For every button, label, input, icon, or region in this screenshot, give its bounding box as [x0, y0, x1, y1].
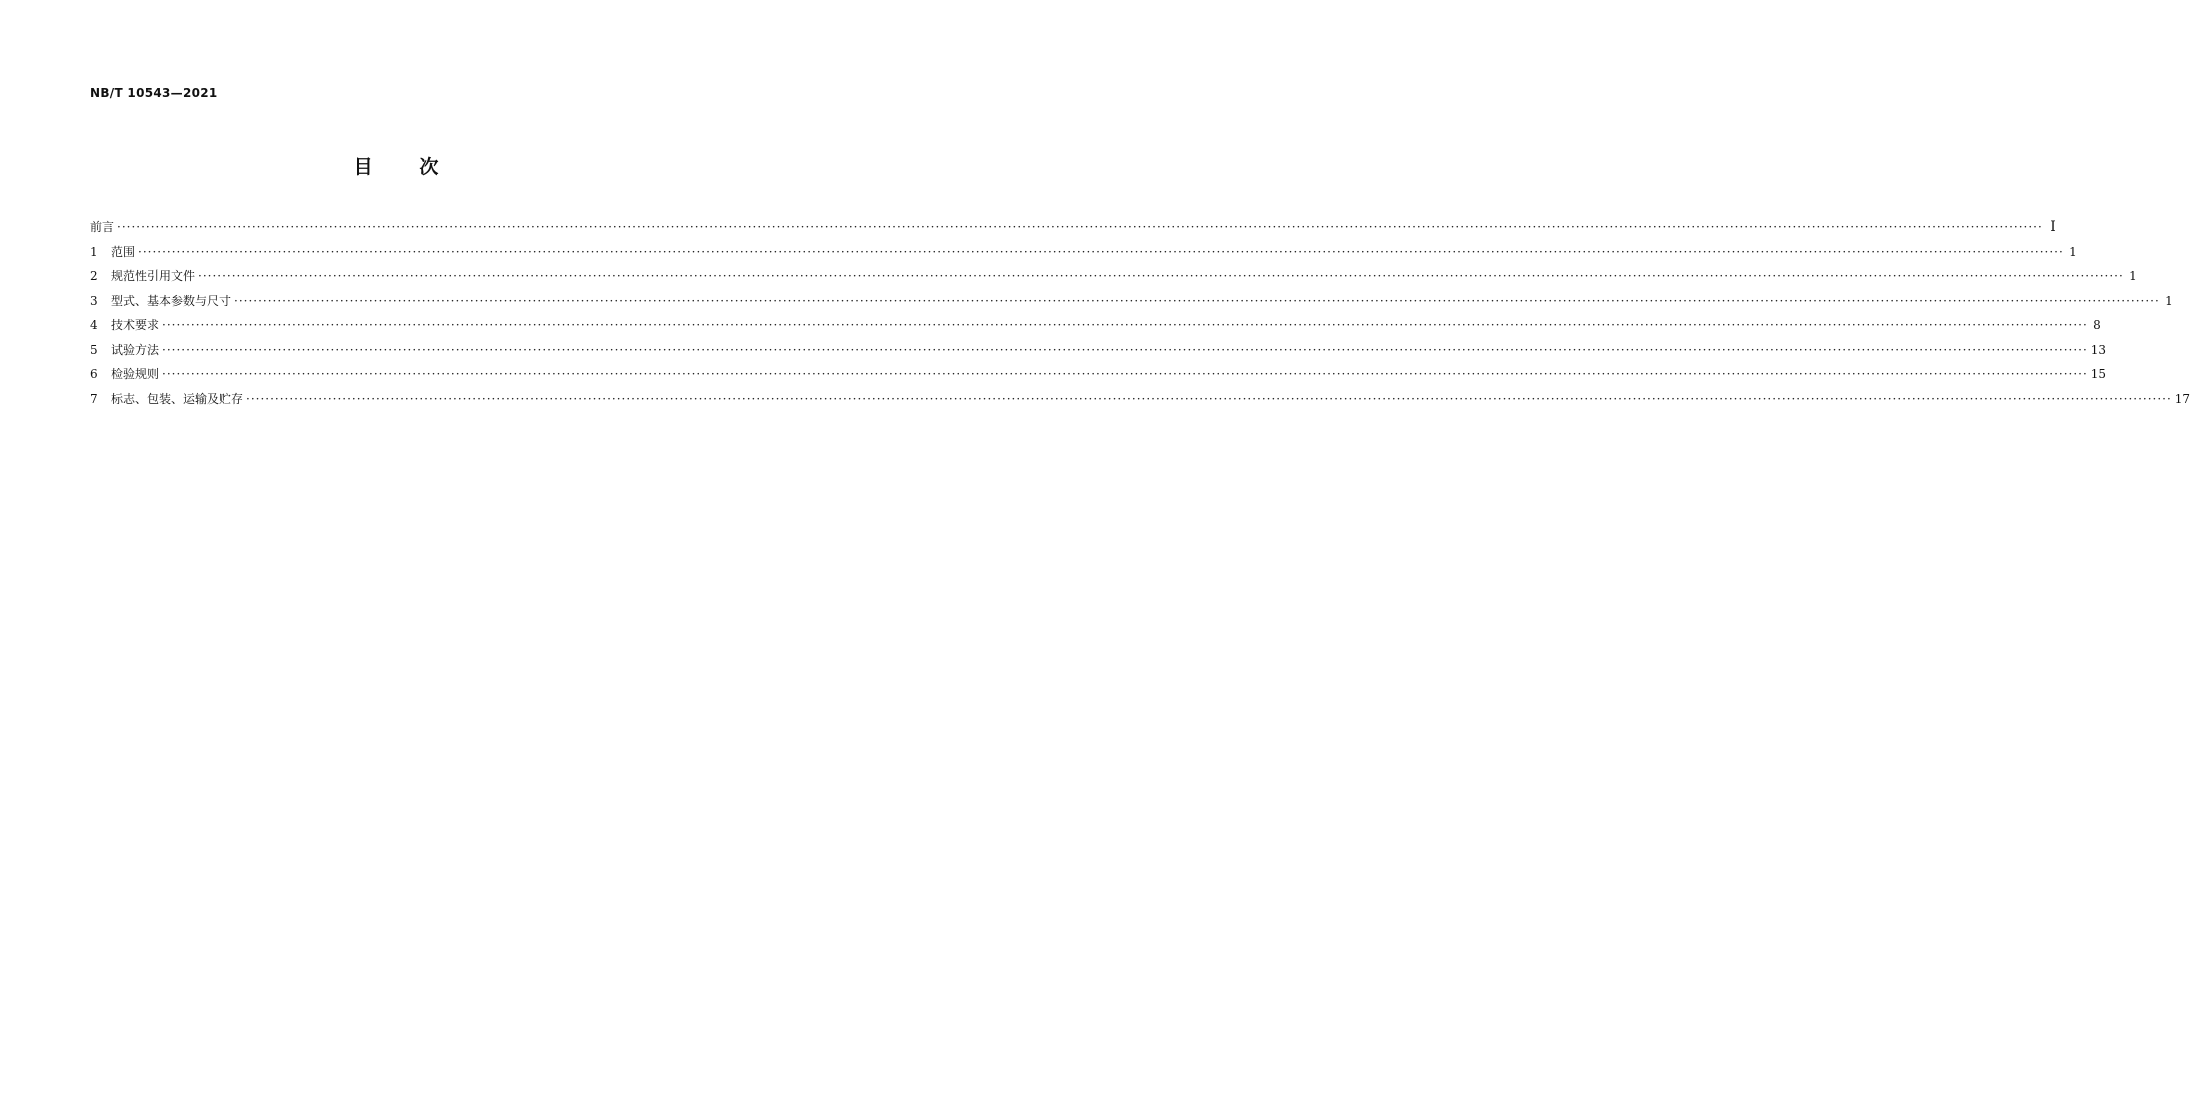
toc-entry-label: 前言 — [90, 220, 115, 234]
toc-entry-scope[interactable] — [90, 243, 2077, 268]
toc-leader-dots: ················································································································································································································································································································································································································ — [117, 220, 2043, 234]
toc-title — [0, 152, 792, 179]
toc-entry-page: 1 — [2165, 293, 2173, 308]
toc-entry-number: 1 — [90, 244, 98, 259]
toc-entry-page: I — [2050, 219, 2056, 235]
table-of-contents — [90, 218, 2190, 414]
toc-entry-technical-requirements[interactable] — [90, 316, 2101, 341]
toc-entry-types-parameters[interactable] — [90, 292, 2173, 317]
toc-entry-page: 8 — [2093, 318, 2101, 332]
toc-title-part2: 次 — [419, 156, 439, 178]
toc-leader-dots: ················································································································································································································································································································································································································ — [162, 342, 2088, 357]
toc-leader-dots: ················································································································································································································································································································································································································ — [234, 293, 2160, 308]
toc-entry-label: 检验规则 — [111, 367, 160, 381]
toc-entry-number: 4 — [90, 318, 98, 332]
toc-entry-test-methods[interactable] — [90, 341, 2107, 366]
standard-code: NB/T 10543—2021 — [90, 86, 218, 100]
toc-entry-label: 技术要求 — [111, 318, 160, 332]
toc-entry-number: 3 — [90, 293, 98, 308]
toc-entry-page: 1 — [2069, 244, 2077, 259]
toc-entry-number: 7 — [90, 391, 98, 406]
toc-entry-label: 试验方法 — [111, 342, 160, 357]
toc-leader-dots: ················································································································································································································································································································································································································ — [246, 391, 2172, 406]
toc-entry-normative-references[interactable] — [90, 267, 2137, 292]
toc-entry-label: 型式、基本参数与尺寸 — [111, 293, 232, 308]
toc-leader-dots: ················································································································································································································································································································································································································ — [198, 269, 2124, 283]
toc-entry-page: 13 — [2090, 342, 2107, 357]
toc-entry-label: 规范性引用文件 — [111, 269, 196, 283]
toc-entry-inspection-rules[interactable] — [90, 365, 2107, 390]
toc-entry-page: 17 — [2174, 391, 2190, 406]
toc-title-part1: 目 — [353, 156, 373, 178]
toc-entry-number: 6 — [90, 367, 98, 381]
toc-leader-dots: ················································································································································································································································································································································································································ — [162, 318, 2088, 332]
toc-entry-label: 范围 — [111, 244, 136, 259]
toc-entry-number: 5 — [90, 342, 98, 357]
toc-entry-label: 标志、包装、运输及贮存 — [111, 391, 244, 406]
toc-entry-page: 1 — [2129, 269, 2137, 283]
toc-entry-foreword[interactable] — [90, 218, 2056, 243]
toc-entry-number: 2 — [90, 269, 98, 283]
toc-leader-dots: ················································································································································································································································································································································································································ — [138, 244, 2064, 259]
toc-entry-page: 15 — [2090, 367, 2107, 381]
toc-leader-dots: ················································································································································································································································································································································································································ — [162, 367, 2088, 381]
toc-entry-marking-packaging[interactable] — [90, 390, 2190, 415]
